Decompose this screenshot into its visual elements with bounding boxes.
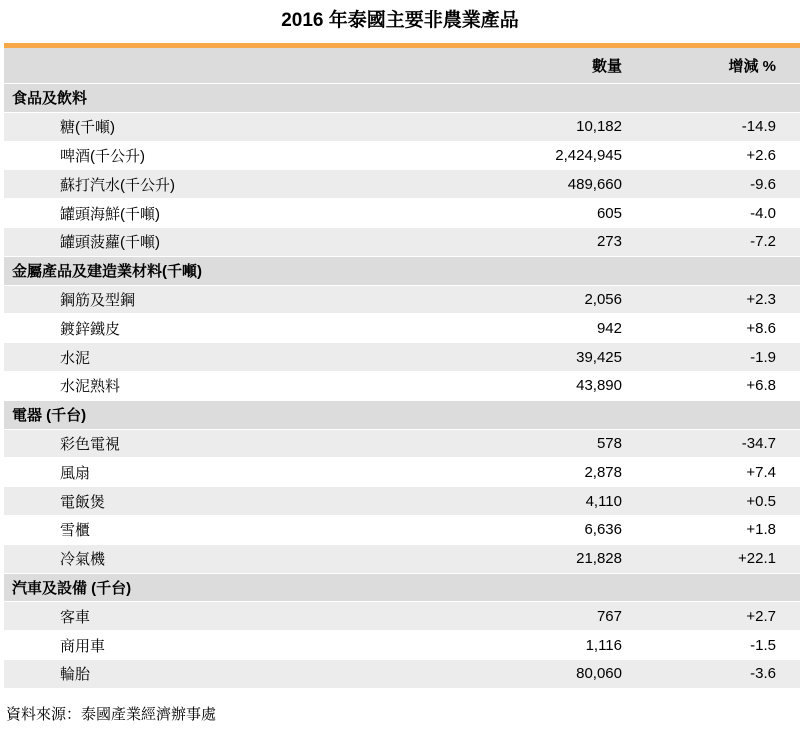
table-row bbox=[4, 372, 800, 401]
item-change: +22.1 bbox=[738, 550, 776, 568]
change-column-header: 增減 % bbox=[728, 58, 776, 75]
item-name: 罐頭海鮮(千噸) bbox=[60, 205, 160, 223]
table-row bbox=[4, 343, 800, 372]
item-quantity: 489,660 bbox=[567, 175, 622, 193]
item-change: -1.5 bbox=[750, 636, 776, 654]
category-row bbox=[4, 84, 800, 113]
table-body bbox=[4, 84, 800, 689]
item-change: +7.4 bbox=[746, 463, 776, 481]
item-change: +2.7 bbox=[746, 607, 776, 625]
item-name: 電飯煲 bbox=[60, 493, 106, 511]
item-change: +2.6 bbox=[746, 146, 776, 164]
table-row bbox=[4, 228, 800, 257]
item-name: 商用車 bbox=[60, 637, 106, 655]
item-change: -34.7 bbox=[741, 434, 776, 452]
table-row bbox=[4, 487, 800, 516]
category-label: 食品及飲料 bbox=[12, 90, 88, 108]
item-name: 啤酒(千公升) bbox=[60, 147, 145, 165]
table-row bbox=[4, 545, 800, 574]
item-quantity: 1,116 bbox=[585, 636, 622, 654]
item-name: 彩色電視 bbox=[60, 435, 121, 453]
category-label: 汽車及設備 (千台) bbox=[12, 579, 132, 597]
item-quantity: 6,636 bbox=[584, 521, 622, 539]
item-quantity: 578 bbox=[596, 434, 622, 452]
item-change: +8.6 bbox=[746, 319, 776, 337]
item-name: 糖(千噸) bbox=[60, 119, 115, 137]
item-name: 客車 bbox=[60, 608, 91, 626]
item-name: 罐頭菠蘿(千噸) bbox=[60, 234, 160, 252]
item-name: 蘇打汽水(千公升) bbox=[60, 176, 175, 194]
category-row bbox=[4, 257, 800, 286]
item-change: -7.2 bbox=[750, 233, 776, 251]
category-row bbox=[4, 574, 800, 603]
item-quantity: 39,425 bbox=[576, 348, 622, 366]
item-name: 冷氣機 bbox=[60, 551, 106, 569]
table-row bbox=[4, 314, 800, 343]
category-label: 金屬產品及建造業材料(千噸) bbox=[12, 263, 202, 281]
item-quantity: 10,182 bbox=[576, 118, 622, 136]
item-change: +1.8 bbox=[746, 521, 776, 539]
item-name: 鍍鋅鐵皮 bbox=[60, 320, 121, 338]
table-row bbox=[4, 113, 800, 142]
item-change: -4.0 bbox=[750, 204, 776, 222]
item-name: 水泥 bbox=[60, 349, 91, 367]
item-quantity: 80,060 bbox=[576, 665, 622, 683]
item-quantity: 605 bbox=[596, 204, 622, 222]
page-title: 2016 年泰國主要非農業產品 bbox=[281, 10, 519, 31]
quantity-column-header: 數量 bbox=[591, 58, 622, 75]
table-row bbox=[4, 170, 800, 199]
item-name: 雪櫃 bbox=[60, 522, 91, 540]
table-row bbox=[4, 602, 800, 631]
category-row bbox=[4, 401, 800, 430]
item-change: -1.9 bbox=[750, 348, 776, 366]
item-change: -14.9 bbox=[741, 118, 776, 136]
source-note: 資料來源：泰國產業經濟辦事處 bbox=[6, 706, 217, 723]
table-row bbox=[4, 142, 800, 171]
table-row bbox=[4, 458, 800, 487]
item-quantity: 942 bbox=[596, 319, 622, 337]
item-quantity: 43,890 bbox=[576, 377, 622, 395]
table-row bbox=[4, 631, 800, 660]
item-change: -3.6 bbox=[750, 665, 776, 683]
table-header-row bbox=[4, 48, 800, 84]
item-quantity: 2,056 bbox=[584, 290, 622, 308]
item-quantity: 2,878 bbox=[584, 463, 622, 481]
item-quantity: 273 bbox=[596, 233, 622, 251]
table-row bbox=[4, 286, 800, 315]
item-quantity: 21,828 bbox=[576, 550, 622, 568]
table-row bbox=[4, 430, 800, 459]
table-row bbox=[4, 660, 800, 689]
table-row bbox=[4, 516, 800, 545]
item-name: 風扇 bbox=[60, 464, 91, 482]
item-change: +0.5 bbox=[746, 492, 776, 510]
item-name: 鋼筋及型鋼 bbox=[60, 291, 136, 309]
item-quantity: 2,424,945 bbox=[555, 146, 622, 164]
products-table bbox=[4, 48, 800, 689]
table-row bbox=[4, 199, 800, 228]
item-change: -9.6 bbox=[750, 175, 776, 193]
item-quantity: 767 bbox=[596, 607, 622, 625]
item-quantity: 4,110 bbox=[585, 492, 622, 510]
item-change: +6.8 bbox=[746, 377, 776, 395]
item-name: 輪胎 bbox=[60, 666, 91, 684]
category-label: 電器 (千台) bbox=[12, 407, 87, 425]
item-name: 水泥熟料 bbox=[60, 378, 121, 396]
item-change: +2.3 bbox=[746, 290, 776, 308]
